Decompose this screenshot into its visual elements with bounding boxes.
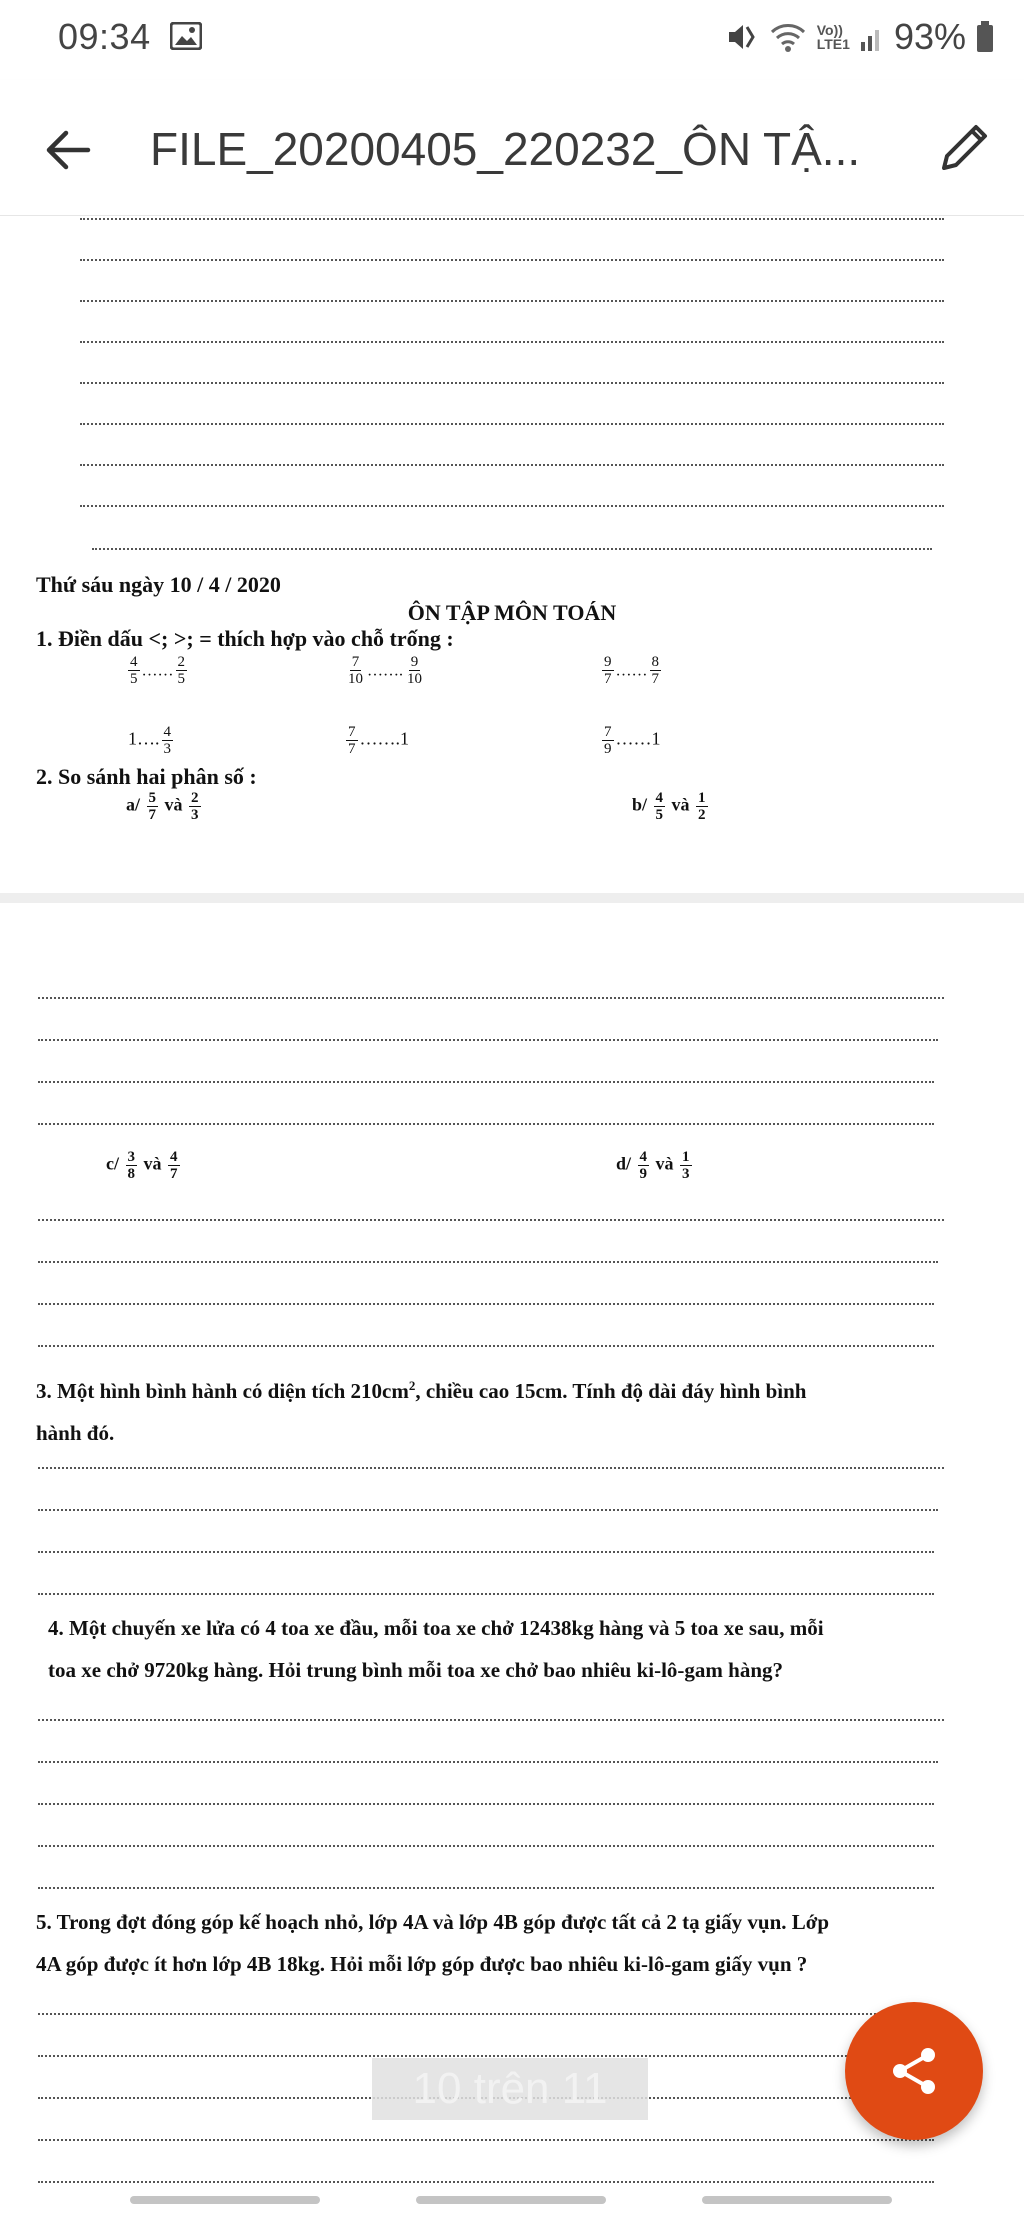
answer-line	[38, 1261, 938, 1263]
answer-line	[80, 423, 944, 425]
volte-label	[817, 23, 850, 51]
answer-line	[80, 259, 944, 261]
answer-line	[38, 1845, 934, 1847]
answer-line	[80, 300, 944, 302]
share-button[interactable]	[845, 2002, 983, 2140]
gallery-icon	[170, 22, 202, 50]
fraction: $\frac{4}{7}$	[170, 1149, 178, 1182]
answer-line	[38, 1761, 938, 1763]
fraction: $\frac{4}{9}$	[639, 1149, 648, 1182]
back-arrow-icon[interactable]	[38, 120, 98, 180]
answer-line	[38, 1719, 944, 1721]
q2-part-a: a/ $\frac{5}{7}$ và $\frac{2}{3}$	[126, 790, 199, 823]
status-icons	[725, 16, 994, 58]
answer-line	[80, 382, 944, 384]
answer-line	[80, 505, 944, 507]
answer-line	[38, 1039, 938, 1041]
fraction: $\frac{9}{7}$	[604, 654, 612, 687]
edit-pencil-icon[interactable]	[932, 116, 996, 180]
answer-line	[38, 1593, 934, 1595]
fraction: $\frac{1}{2}$	[698, 790, 706, 823]
nav-recents[interactable]	[130, 2196, 320, 2204]
question-2-label: 2. So sánh hai phân số :	[36, 764, 257, 789]
answer-line	[38, 1509, 938, 1511]
document-page-10[interactable]	[0, 216, 1024, 893]
question-3: 3. Một hình bình hành có diện tích $210cm^2$, chiều cao 15cm. Tính độ dài đáy hình bình hành đó.	[36, 1378, 807, 1445]
mute-icon	[725, 21, 759, 53]
fraction: $\frac{7}{10}$	[348, 654, 363, 687]
battery-percent: 93%	[893, 16, 966, 57]
answer-line	[38, 1467, 944, 1469]
fraction: $\frac{3}{8}$	[127, 1149, 135, 1182]
fraction: $\frac{2}{3}$	[191, 790, 199, 823]
page-indicator: 10 trên 11	[372, 2058, 648, 2120]
fraction: $\frac{8}{7}$	[651, 654, 659, 687]
volte-text: Vo))	[816, 22, 843, 38]
app-bar	[0, 80, 1024, 216]
fraction: $\frac{7}{9}$	[604, 724, 612, 757]
fraction: $\frac{2}{5}$	[177, 654, 185, 687]
answer-line	[38, 1303, 934, 1305]
q2-part-b: b/ $\frac{4}{5}$ và $\frac{1}{2}$	[632, 790, 706, 823]
answer-line	[92, 548, 932, 550]
share-icon	[884, 2041, 944, 2101]
fraction: $\frac{9}{10}$	[407, 654, 422, 687]
q1-item-5: $\frac{7}{7}$ …….1	[348, 724, 409, 757]
page-separator	[0, 893, 1024, 903]
nav-home[interactable]	[416, 2196, 606, 2204]
wifi-icon	[769, 21, 807, 53]
fraction: $\frac{4}{5}$	[655, 790, 664, 823]
answer-line	[38, 1123, 934, 1125]
answer-line	[38, 2013, 944, 2015]
question-1-label: 1. Điền dấu <; >; = thích hợp vào chỗ trống :	[36, 626, 454, 651]
answer-line	[80, 341, 944, 343]
signal-icon	[860, 22, 884, 52]
answer-line	[38, 2139, 934, 2141]
q2-part-d: d/ $\frac{4}{9}$ và $\frac{1}{3}$	[616, 1149, 690, 1182]
q1-item-1: $\frac{4}{5}$ …… $\frac{2}{5}$	[130, 654, 185, 687]
q1-item-2: $\frac{7}{10}$ ……. $\frac{9}{10}$	[348, 654, 422, 687]
worksheet-heading: ÔN TẬP MÔN TOÁN	[407, 600, 617, 625]
answer-line	[80, 464, 944, 466]
lte-text: LTE1	[816, 36, 850, 52]
answer-line	[38, 1551, 934, 1553]
fraction: $\frac{1}{3}$	[682, 1149, 690, 1182]
fraction: $\frac{5}{7}$	[148, 790, 157, 823]
fraction: $\frac{7}{7}$	[348, 724, 356, 757]
status-bar	[0, 0, 1024, 80]
question-5: 5. Trong đợt đóng góp kế hoạch nhỏ, lớp 4A và lớp 4B góp được tất cả 2 tạ giấy vụn. Lớp 4A góp được ít hơn lớp 4B 18kg. Hỏi mỗi lớp góp được bao nhiêu ki-lô-gam giấy vụn ?	[36, 1910, 830, 1976]
q1-item-3: $\frac{9}{7}$ …… $\frac{8}{7}$	[604, 654, 659, 687]
answer-line	[38, 1219, 944, 1221]
q1-item-4: 1…. $\frac{4}{3}$	[128, 724, 171, 757]
nav-back[interactable]	[702, 2196, 892, 2204]
answer-line	[38, 1081, 934, 1083]
fraction: $\frac{4}{5}$	[130, 654, 138, 687]
fraction: $\frac{4}{3}$	[163, 724, 171, 757]
q2-part-c: c/ $\frac{3}{8}$ và $\frac{4}{7}$	[106, 1149, 178, 1182]
date-line: Thứ sáu ngày 10 / 4 / 2020	[36, 572, 281, 597]
answer-line	[38, 2055, 938, 2057]
battery-icon	[976, 21, 994, 53]
answer-line	[38, 997, 944, 999]
answer-line	[38, 1345, 934, 1347]
answer-line	[38, 1803, 934, 1805]
document-title: FILE_20200405_220232_ÔN TẬ...	[150, 123, 861, 175]
answer-line	[38, 1887, 934, 1889]
q1-item-6: $\frac{7}{9}$ ……1	[604, 724, 661, 757]
question-4: 4. Một chuyến xe lửa có 4 toa xe đầu, mỗi toa xe chở 12438kg hàng và 5 toa xe sau, mỗi toa xe chở 9720kg hàng. Hỏi trung bình mỗi toa xe chở bao nhiêu ki-lô-gam hàng?	[48, 1616, 824, 1682]
answer-line	[80, 218, 944, 220]
status-time: 09:34	[58, 16, 151, 57]
answer-line	[38, 2181, 934, 2183]
